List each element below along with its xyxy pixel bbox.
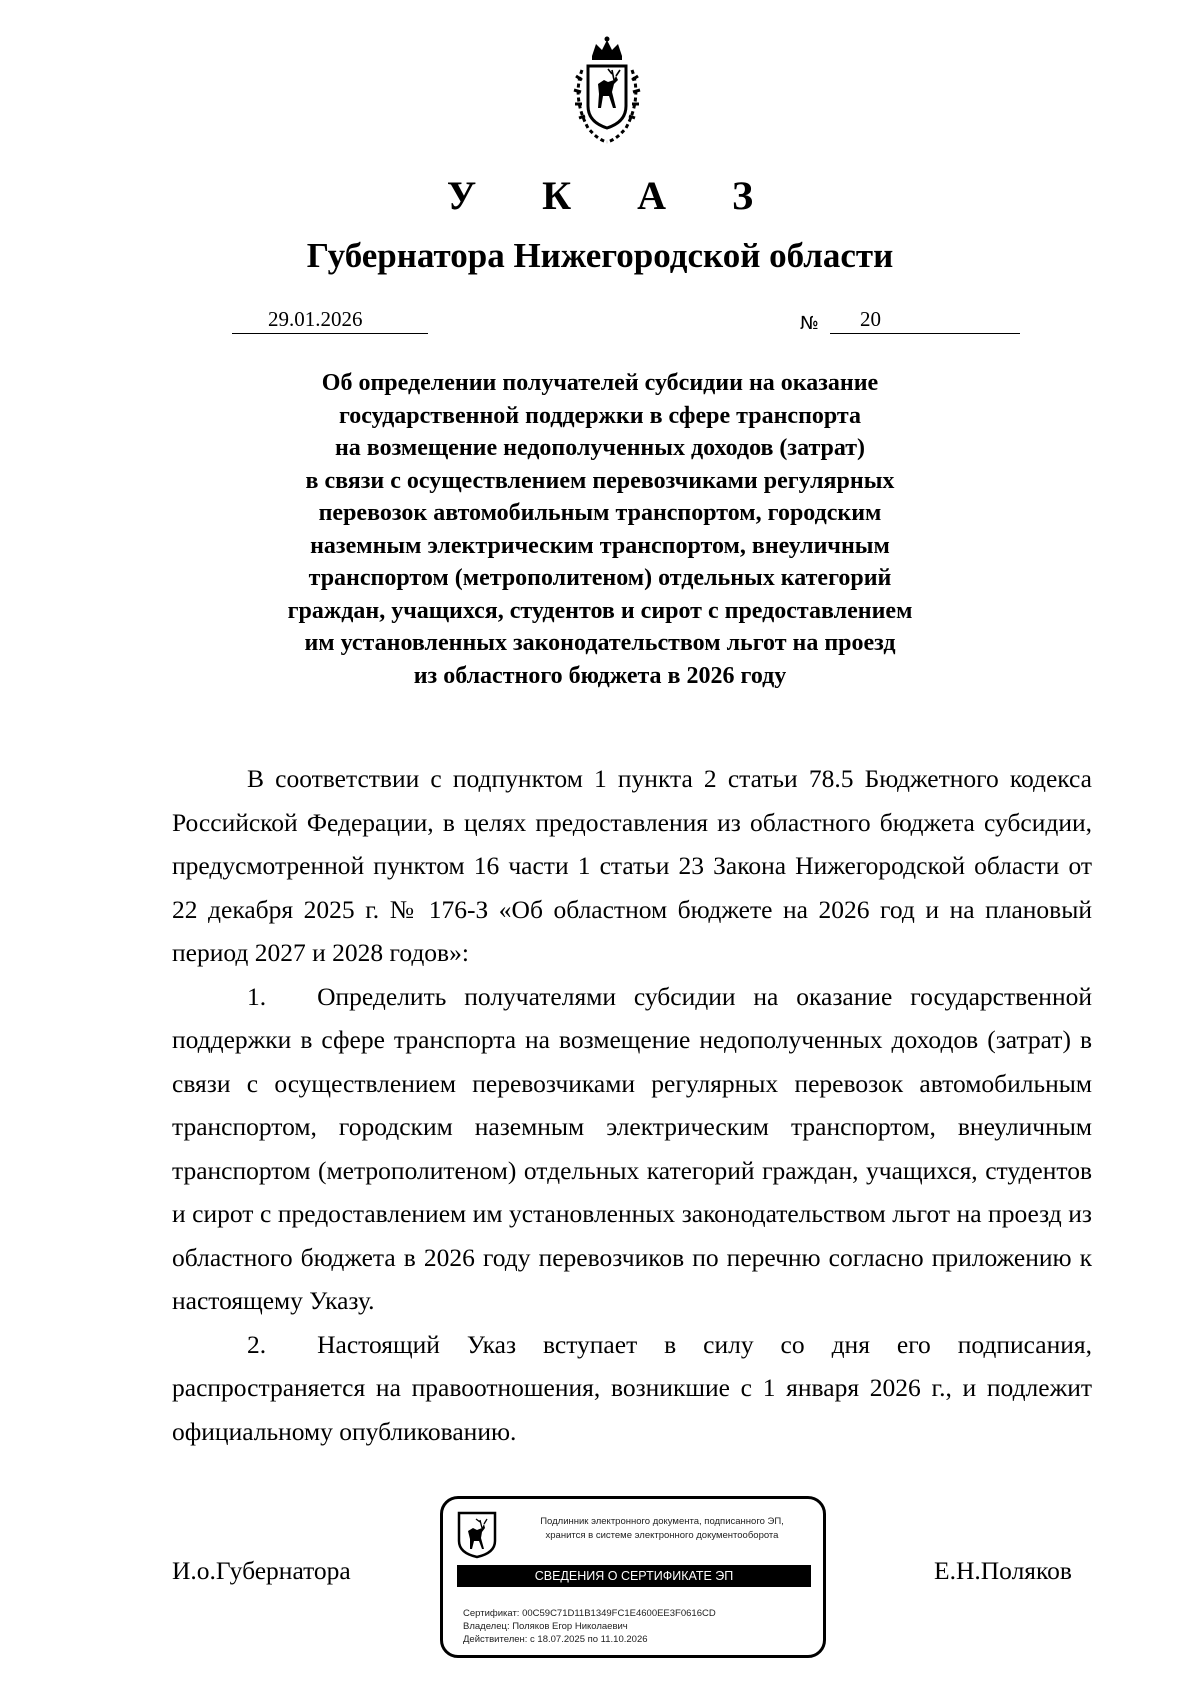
document-body: [172, 757, 1092, 1453]
heading-line: на возмещение недополученных доходов (затрат): [334, 435, 866, 461]
heading-line: в связи с осуществлением перевозчиками регулярных: [305, 467, 895, 494]
heading-line: Об определении получателей субсидии на оказание: [321, 370, 879, 396]
electronic-signature-stamp: [440, 1496, 826, 1658]
coat-of-arms-icon: [568, 36, 646, 146]
heading-line: транспортом (метрополитеном) отдельных категорий: [308, 565, 892, 591]
document-type-title: У К А З: [446, 173, 782, 218]
certificate-serial: Сертификат: 00C59C71D11B1349FC1E4600EE3F0616CD: [463, 1608, 716, 1619]
document-number: 20: [830, 306, 1020, 334]
heading-line: перевозок автомобильным транспортом, городским: [318, 500, 882, 526]
heading-line: наземным электрическим транспортом, внеуличным: [310, 532, 890, 559]
heading-line: им установленных законодательством льгот на проезд: [304, 630, 896, 656]
heading-line: из областного бюджета в 2026 году: [413, 662, 787, 689]
signatory-name: Е.Н.Поляков: [934, 1556, 1072, 1585]
certificate-info-bar: СВЕДЕНИЯ О СЕРТИФИКАТЕ ЭП: [457, 1565, 811, 1587]
issuer-subtitle: Губернатора Нижегородской области: [306, 236, 894, 275]
clause-1-paragraph: 1. Определить получателями субсидии на оказание государственной поддержки в сфере транспорта на возмещение недополученных доходов (затрат) в связи с осуществлением перевозчиками регулярных перевозок автомобильным транспортом, городским наземным электрическим транспортом, внеуличным транспортом (метрополитеном) отдельных категорий граждан, учащихся, студентов и сирот с предоставлением им установленных законодательством льгот на проезд из областного бюджета в 2026 году перевозчиков по перечню согласно приложению к настоящему Указу.: [172, 981, 1092, 1315]
deer-emblem-icon: [457, 1511, 497, 1559]
stamp-note-line: хранится в системе электронного документооборота: [545, 1530, 779, 1541]
clause-2-paragraph: 2. Настоящий Указ вступает в силу со дня его подписания, распространяется на правоотношения, возникшие с 1 января 2026 г., и подлежит официальному опубликованию.: [172, 1329, 1092, 1446]
stamp-note-line: Подлинник электронного документа, подписанного ЭП,: [540, 1516, 784, 1527]
number-sign: №: [800, 313, 819, 334]
document-date: 29.01.2026: [232, 306, 428, 334]
preamble-paragraph: В соответствии с подпунктом 1 пункта 2 статьи 78.5 Бюджетного кодекса Российской Федерации, в целях предоставления из областного бюджета субсидии, предусмотренной пунктом 16 части 1 статьи 23 Закона Нижегородской области от 22 декабря 2025 г. № 176-З «Об областном бюджете на 2026 год и на плановый период 2027 и 2028 годов»:: [172, 764, 1092, 967]
certificate-owner: Владелец: Поляков Егор Николаевич: [463, 1621, 628, 1632]
heading-line: государственной поддержки в сфере транспорта: [338, 402, 862, 429]
certificate-validity: Действителен: с 18.07.2025 по 11.10.2026: [463, 1634, 648, 1645]
document-heading: [150, 367, 1050, 692]
signatory-title: И.о.Губернатора: [172, 1556, 351, 1585]
stamp-note: [507, 1515, 817, 1543]
certificate-details: [463, 1607, 716, 1646]
heading-line: граждан, учащихся, студентов и сирот с предоставлением: [287, 597, 913, 624]
